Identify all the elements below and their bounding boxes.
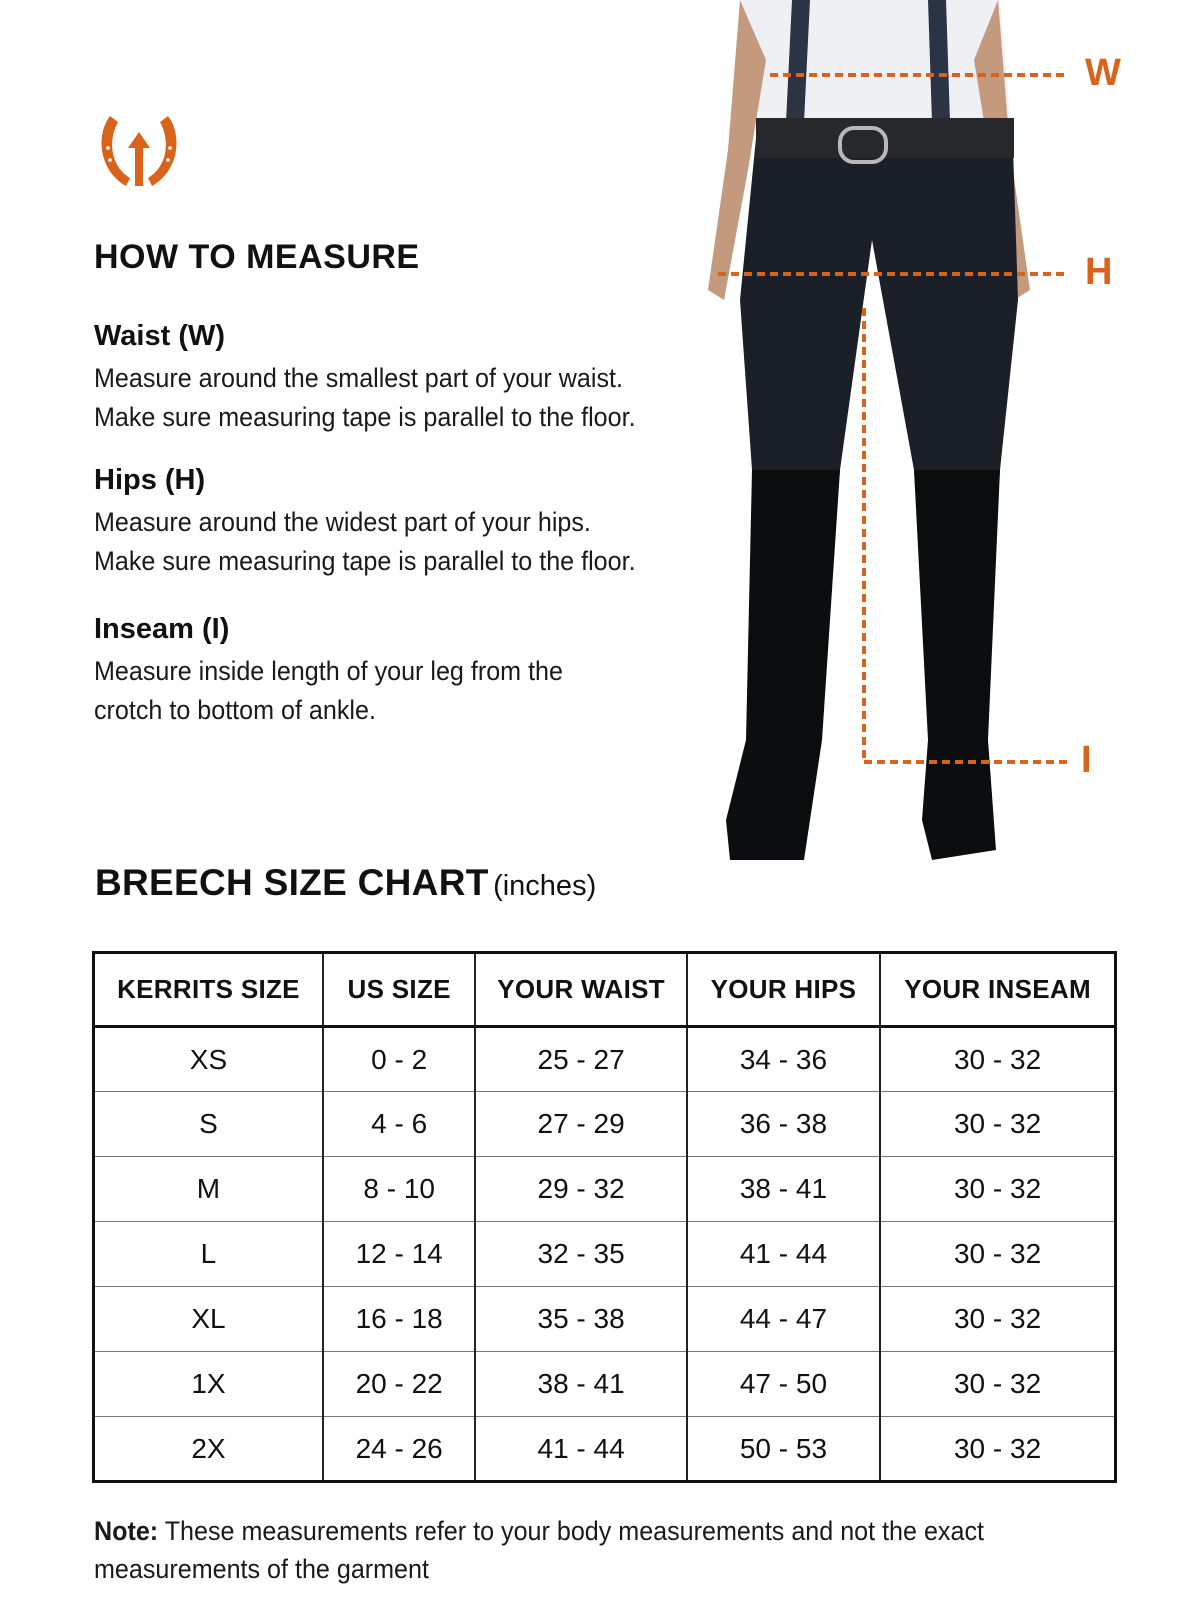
inseam-section xyxy=(94,613,734,730)
hips-text-line: Measure around the widest part of your hips. xyxy=(94,507,591,537)
table-header-row xyxy=(94,953,1116,1027)
table-row xyxy=(94,1222,1116,1287)
table-cell: 12 - 14 xyxy=(323,1222,476,1287)
table-cell: 30 - 32 xyxy=(880,1027,1115,1092)
table-cell: M xyxy=(94,1157,323,1222)
table-cell: 30 - 32 xyxy=(880,1417,1115,1482)
table-cell: 32 - 35 xyxy=(475,1222,686,1287)
table-cell: 27 - 29 xyxy=(475,1092,686,1157)
table-cell: 50 - 53 xyxy=(687,1417,880,1482)
header-your-inseam: YOUR INSEAM xyxy=(880,953,1115,1027)
table-cell: 38 - 41 xyxy=(475,1352,686,1417)
table-row xyxy=(94,1287,1116,1352)
waist-label: Waist (W) xyxy=(94,320,226,352)
how-to-measure-title: HOW TO MEASURE xyxy=(94,238,420,276)
table-row xyxy=(94,1027,1116,1092)
table-cell: L xyxy=(94,1222,323,1287)
note-text: These measurements refer to your body measurements and not the exact xyxy=(164,1516,984,1546)
table-cell: XL xyxy=(94,1287,323,1352)
inseam-text-line: crotch to bottom of ankle. xyxy=(94,695,376,725)
hips-label: Hips (H) xyxy=(94,464,206,496)
table-cell: 4 - 6 xyxy=(323,1092,476,1157)
table-row xyxy=(94,1417,1116,1482)
header-your-hips: YOUR HIPS xyxy=(687,953,880,1027)
table-cell: 30 - 32 xyxy=(880,1352,1115,1417)
waist-text-line: Make sure measuring tape is parallel to the floor. xyxy=(94,402,636,432)
hips-marker-label: H xyxy=(1085,251,1113,293)
waist-section xyxy=(94,320,734,437)
table-cell: S xyxy=(94,1092,323,1157)
size-chart-heading: BREECH SIZE CHART xyxy=(95,862,489,903)
horseshoe-logo-icon xyxy=(96,108,182,194)
table-cell: 16 - 18 xyxy=(323,1287,476,1352)
table-cell: 8 - 10 xyxy=(323,1157,476,1222)
header-your-waist: YOUR WAIST xyxy=(475,953,686,1027)
hips-section xyxy=(94,464,734,581)
size-chart-unit: (inches) xyxy=(493,870,597,902)
inseam-marker-label: I xyxy=(1081,739,1092,781)
note-lead: Note: xyxy=(94,1516,159,1546)
table-cell: 41 - 44 xyxy=(475,1417,686,1482)
header-kerrits-size: KERRITS SIZE xyxy=(94,953,323,1027)
table-cell: 34 - 36 xyxy=(687,1027,880,1092)
table-cell: 41 - 44 xyxy=(687,1222,880,1287)
table-cell: 20 - 22 xyxy=(323,1352,476,1417)
table-cell: 0 - 2 xyxy=(323,1027,476,1092)
waist-marker-label: W xyxy=(1085,52,1121,94)
table-cell: 44 - 47 xyxy=(687,1287,880,1352)
table-cell: 38 - 41 xyxy=(687,1157,880,1222)
table-cell: 35 - 38 xyxy=(475,1287,686,1352)
table-cell: 30 - 32 xyxy=(880,1287,1115,1352)
inseam-text-line: Measure inside length of your leg from the xyxy=(94,656,563,686)
model-illustration xyxy=(700,0,1200,910)
header-us-size: US SIZE xyxy=(323,953,476,1027)
table-cell: 1X xyxy=(94,1352,323,1417)
note-text-continued: measurements of the garment xyxy=(94,1554,429,1584)
model-figure xyxy=(700,0,1200,910)
inseam-label: Inseam (I) xyxy=(94,613,230,645)
table-row xyxy=(94,1092,1116,1157)
table-row xyxy=(94,1352,1116,1417)
table-cell: 30 - 32 xyxy=(880,1092,1115,1157)
table-cell: 25 - 27 xyxy=(475,1027,686,1092)
table-cell: XS xyxy=(94,1027,323,1092)
table-cell: 2X xyxy=(94,1417,323,1482)
table-cell: 36 - 38 xyxy=(687,1092,880,1157)
size-table xyxy=(92,951,1117,1483)
table-cell: 30 - 32 xyxy=(880,1222,1115,1287)
waist-text-line: Measure around the smallest part of your waist. xyxy=(94,363,623,393)
hips-text-line: Make sure measuring tape is parallel to the floor. xyxy=(94,546,636,576)
table-cell: 30 - 32 xyxy=(880,1157,1115,1222)
table-row xyxy=(94,1157,1116,1222)
note xyxy=(94,1512,1134,1588)
table-cell: 24 - 26 xyxy=(323,1417,476,1482)
size-chart-title xyxy=(95,862,596,904)
table-cell: 47 - 50 xyxy=(687,1352,880,1417)
table-cell: 29 - 32 xyxy=(475,1157,686,1222)
